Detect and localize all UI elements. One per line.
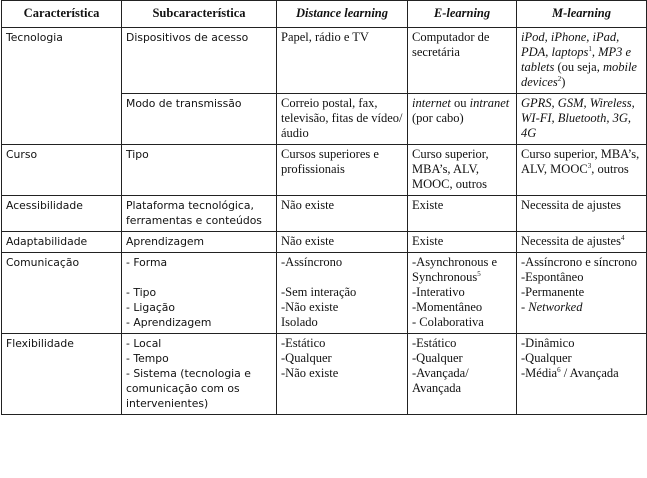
mlearning-devices-note: (ou seja, [554,60,603,74]
distance-transmissao: Correio postal, fax, televisão, fitas de vídeo/áudio [277,94,408,145]
characteristic-tecnologia: Tecnologia [2,28,122,145]
elearning-tempo: -Qualquer [412,351,463,365]
characteristic-adaptabilidade: Adaptabilidade [2,232,122,253]
elearning-forma [412,255,512,285]
distance-tipo: -Sem interação [281,285,357,299]
sub-plataforma: Plataforma tecnológica, ferramentas e conteúdos [122,196,277,232]
mlearning-dispositivos [517,28,647,94]
mlearning-curso-outros: , outros [591,162,629,176]
sub-tipo-com: - Tipo [126,286,157,299]
mlearning-tipo: -Espontâneo [521,270,584,284]
header-e-learning: E-learning [408,1,517,28]
mlearning-acessibilidade: Necessita de ajustes [517,196,647,232]
sub-aprendizagem: Aprendizagem [122,232,277,253]
mlearning-devices-close: ) [561,75,566,89]
footnote-4: 4 [620,233,625,242]
distance-forma: -Assíncrono [281,255,343,269]
mlearning-curso-text: Curso superior, MBA’s, ALV, MOOC [521,147,640,176]
mlearning-flexibilidade [517,334,647,415]
mlearning-forma: -Assíncrono e síncrono [521,255,637,269]
sub-comunicacao [122,253,277,334]
sub-sistema: - Sistema (tecnologia e comunicação com os intervenientes) [126,367,251,410]
header-m-learning: M-learning [517,1,647,28]
mlearning-sistema [521,366,642,381]
distance-dispositivos: Papel, rádio e TV [277,28,408,94]
elearning-ligacao: -Momentâneo [412,300,483,314]
characteristic-flexibilidade: Flexibilidade [2,334,122,415]
header-caracteristica: Característica [2,1,122,28]
row-curso [2,145,647,196]
row-adaptabilidade [2,232,647,253]
mlearning-transmissao: GPRS, GSM, Wireless, WI-FI, Bluetooth, 3G, 4G [517,94,647,145]
row-tecnologia-dispositivos [2,28,647,94]
mlearning-media: -Média [521,366,558,380]
mlearning-networked: Networked [528,300,583,314]
sub-flexibilidade [122,334,277,415]
footnote-5: 5 [477,269,481,278]
distance-acessibilidade: Não existe [277,196,408,232]
characteristic-comunicacao: Comunicação [2,253,122,334]
row-flexibilidade [2,334,647,415]
distance-ligacao: -Não existe [281,300,339,314]
elearning-local: -Estático [412,336,457,350]
mlearning-aprendizagem-prefix: - [521,300,529,314]
distance-curso: Cursos superiores e profissionais [277,145,408,196]
mlearning-curso [517,145,647,196]
footnote-2: 2 [557,74,562,83]
elearning-dispositivos: Computador de secretária [408,28,517,94]
footnote-1: 1 [588,44,592,53]
mlearning-adaptabilidade-text: Necessita de ajustes [521,234,621,248]
elearning-forma-text: -Asynchronous e Synchronous [412,255,498,284]
distance-adaptabilidade: Não existe [277,232,408,253]
sub-transmissao: Modo de transmissão [122,94,277,145]
mlearning-comunicacao [517,253,647,334]
footnote-6: 6 [557,365,561,374]
mlearning-mobile-devices: mobile devices [521,60,637,89]
elearning-acessibilidade: Existe [408,196,517,232]
distance-flexibilidade [277,334,408,415]
mlearning-avancada: / Avançada [560,366,619,380]
sub-local: - Local [126,337,162,350]
distance-local: -Estático [281,336,326,350]
elearning-aprendizagem: - Colaborativa [412,315,484,329]
mlearning-ligacao: -Permanente [521,285,585,299]
sub-aprendizagem-com: - Aprendizagem [126,316,212,329]
distance-sistema: -Não existe [281,366,339,380]
elearning-internet: internet [412,96,451,110]
characteristic-acessibilidade: Acessibilidade [2,196,122,232]
elearning-por-cabo: (por cabo) [412,111,464,125]
elearning-tipo: -Interativo [412,285,465,299]
elearning-ou: ou [450,96,470,110]
elearning-intranet: intranet [469,96,510,110]
elearning-sistema: -Avançada/ Avançada [412,366,469,395]
row-comunicacao [2,253,647,334]
distance-tempo: -Qualquer [281,351,332,365]
mlearning-devices-list: iPod, iPhone, iPad, PDA, laptops [521,30,620,59]
row-acessibilidade [2,196,647,232]
elearning-adaptabilidade: Existe [408,232,517,253]
elearning-transmissao [408,94,517,145]
header-row [2,1,647,28]
sub-ligacao: - Ligação [126,301,175,314]
footnote-3: 3 [587,161,592,170]
elearning-curso: Curso superior, MBA’s, ALV, MOOC, outros [408,145,517,196]
sub-tempo: - Tempo [126,352,169,365]
mlearning-devices-list-2: , MP3 e tablets [521,45,632,74]
header-subcaracteristica: Subcaracterística [122,1,277,28]
sub-dispositivos: Dispositivos de acesso [122,28,277,94]
distance-comunicacao [277,253,408,334]
comparison-table [1,0,647,415]
header-distance-learning: Distance learning [277,1,408,28]
characteristic-curso: Curso [2,145,122,196]
sub-tipo: Tipo [122,145,277,196]
mlearning-tempo: -Qualquer [521,351,572,365]
mlearning-adaptabilidade [517,232,647,253]
distance-aprendizagem: Isolado [281,315,318,329]
elearning-flexibilidade [408,334,517,415]
sub-forma: - Forma [126,256,168,269]
elearning-comunicacao [408,253,517,334]
mlearning-aprendizagem [521,300,642,315]
mlearning-local: -Dinâmico [521,336,575,350]
